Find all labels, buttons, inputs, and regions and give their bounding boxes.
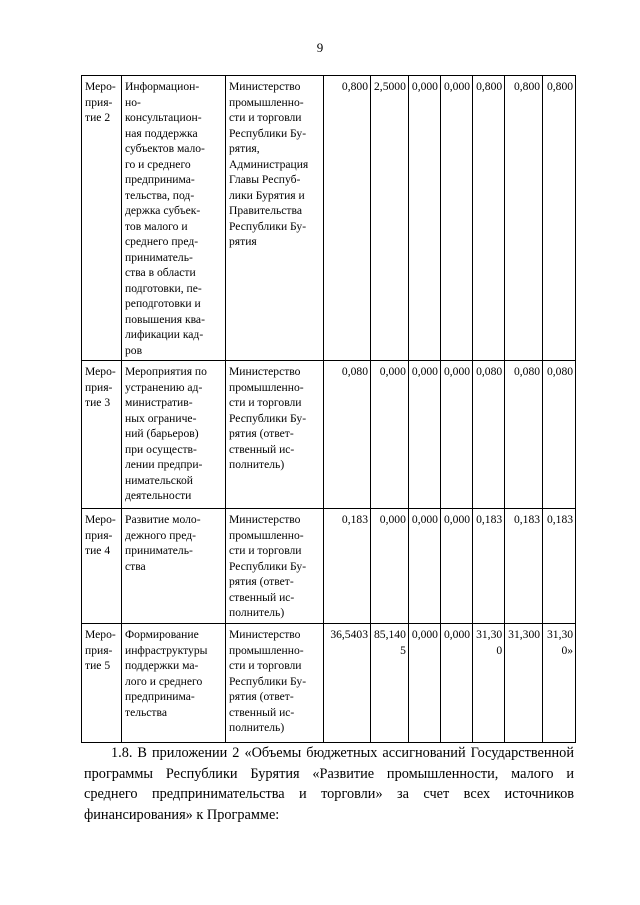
- value-cell: 31,300: [505, 624, 543, 743]
- value-cell: 0,000: [408, 624, 440, 743]
- page-number: 9: [316, 40, 324, 55]
- value-cell: 36,5403: [324, 624, 371, 743]
- value-cell: 0,800: [543, 76, 576, 361]
- event-name-cell: Меро- прия- тие 5: [82, 624, 122, 743]
- event-executor-cell: Министерство промышленно- сти и торговли Республики Бу- рятия (ответ- ственный ис- полнитель): [226, 624, 324, 743]
- value-cell: 0,000: [408, 509, 440, 624]
- value-cell: 0,183: [543, 509, 576, 624]
- value-cell: 0,000: [440, 76, 472, 361]
- table-row: [82, 361, 576, 509]
- value-cell: 0,800: [473, 76, 505, 361]
- value-cell: 0,000: [371, 361, 409, 509]
- table-row: [82, 624, 576, 743]
- event-description-cell: Развитие моло- дежного пред- приниматель- ства: [122, 509, 226, 624]
- value-cell: 0,000: [408, 361, 440, 509]
- event-name-cell: Меро- прия- тие 3: [82, 361, 122, 509]
- value-cell: 0,800: [324, 76, 371, 361]
- value-cell: 0,000: [440, 509, 472, 624]
- value-cell: 0,080: [505, 361, 543, 509]
- table-row: [82, 76, 576, 361]
- event-name-cell: Меро- прия- тие 4: [82, 509, 122, 624]
- value-cell: 0,000: [408, 76, 440, 361]
- value-cell: 0,183: [324, 509, 371, 624]
- value-cell: 0,080: [324, 361, 371, 509]
- value-cell: 31,30 0»: [543, 624, 576, 743]
- value-cell: 31,30 0: [473, 624, 505, 743]
- event-description-cell: Информацион- но- консультацион- ная поддержка субъектов мало- го и среднего предпринима- тельства, под- держка субъек- тов малого и среднего пред- приниматель- ства в области подготовки, пе- реподготовки и повышения ква- лификации кад- ров: [122, 76, 226, 361]
- value-cell: 85,140 5: [371, 624, 409, 743]
- event-description-cell: Формирование инфраструктуры поддержки ма- лого и среднего предпринима- тельства: [122, 624, 226, 743]
- value-cell: 0,800: [505, 76, 543, 361]
- value-cell: 2,5000: [371, 76, 409, 361]
- event-name-cell: Меро- прия- тие 2: [82, 76, 122, 361]
- value-cell: 0,080: [473, 361, 505, 509]
- event-executor-cell: Министерство промышленно- сти и торговли Республики Бу- рятия (ответ- ственный ис- полнитель): [226, 361, 324, 509]
- value-cell: 0,183: [473, 509, 505, 624]
- value-cell: 0,000: [440, 361, 472, 509]
- event-executor-cell: Министерство промышленно- сти и торговли Республики Бу- рятия, Администрация Главы Респуб- лики Бурятия и Правительства Республики Бу- рятия: [226, 76, 324, 361]
- event-description-cell: Мероприятия по устранению ад- министратив- ных ограниче- ний (барьеров) при осуществ- лении предпри- нимательской деятельности: [122, 361, 226, 509]
- event-executor-cell: Министерство промышленно- сти и торговли Республики Бу- рятия (ответ- ственный ис- полнитель): [226, 509, 324, 624]
- value-cell: 0,183: [505, 509, 543, 624]
- table-row: [82, 509, 576, 624]
- value-cell: 0,000: [440, 624, 472, 743]
- value-cell: 0,000: [371, 509, 409, 624]
- amendment-paragraph: 1.8. В приложении 2 «Объемы бюджетных ассигнований Государственной программы Республики Бурятия «Развитие промышленности, малого и среднего предпринимательства и торговли» за счет всех источников финансирования» к Программе:: [84, 745, 574, 823]
- value-cell: 0,080: [543, 361, 576, 509]
- budget-table: [81, 75, 576, 743]
